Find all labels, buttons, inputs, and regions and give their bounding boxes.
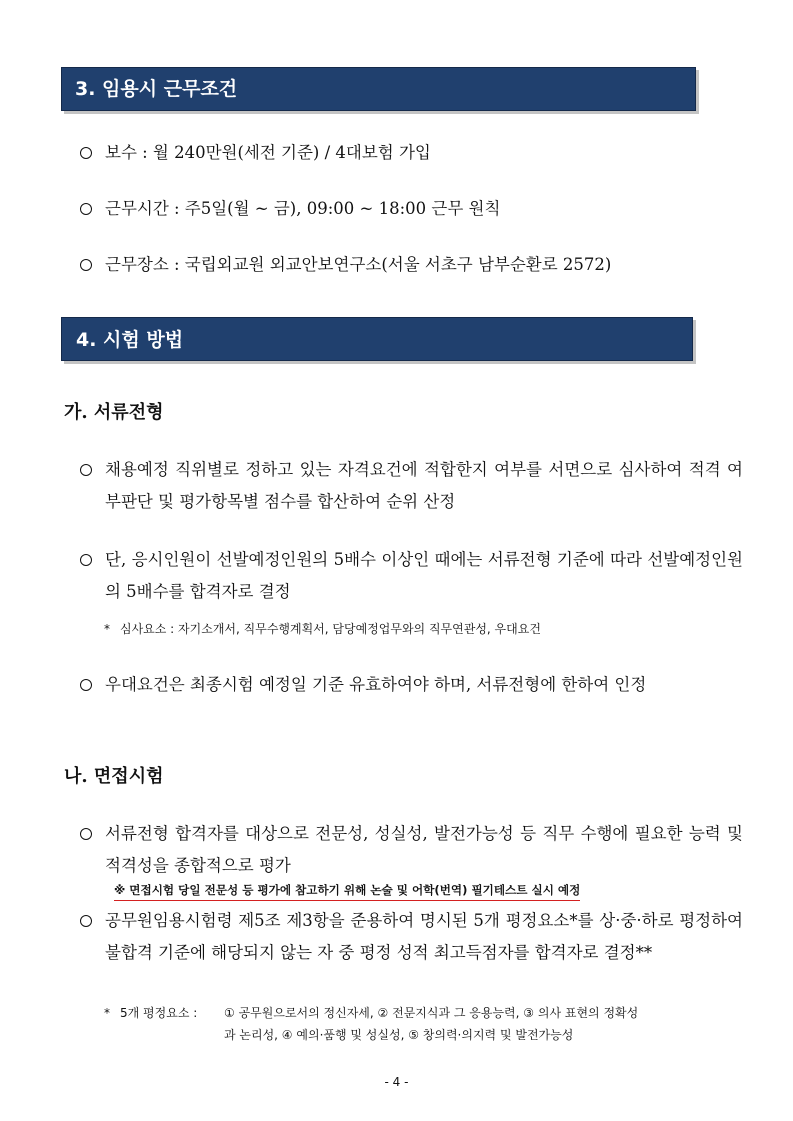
subsection-a-title: 가. 서류전형 xyxy=(64,402,164,423)
list-item xyxy=(80,193,743,225)
section-3-title-layer xyxy=(61,67,696,111)
asterisk-icon: * xyxy=(104,622,110,636)
item-text: 단, 응시인원이 선발예정인원의 5배수 이상인 때에는 서류전형 기준에 따라 선발예정인원의 5배수를 합격자로 결정 xyxy=(105,550,743,601)
asterisk-icon: * xyxy=(104,1006,110,1020)
section-3-title-text: 3. 임용시 근무조건 xyxy=(75,78,238,100)
hollow-circle-icon xyxy=(80,259,92,271)
hollow-circle-icon xyxy=(80,464,92,476)
page-number: - 4 - xyxy=(384,1075,409,1089)
note-line-2: 과 논리성, ④ 예의·품행 및 성실성, ⑤ 창의력·의지력 및 발전가능성 xyxy=(224,1028,574,1042)
item-text: 근무시간 : 주5일(월 ~ 금), 09:00 ~ 18:00 근무 원칙 xyxy=(105,199,501,218)
list-item xyxy=(80,905,743,969)
hollow-circle-icon xyxy=(80,147,92,159)
list-item xyxy=(80,454,743,518)
item-text: 서류전형 합격자를 대상으로 전문성, 성실성, 발전가능성 등 직무 수행에 필요한 능력 및 적격성을 종합적으로 평가 xyxy=(105,824,743,875)
item-text: 근무장소 : 국립외교원 외교안보연구소(서울 서초구 남부순환로 2572) xyxy=(105,255,612,274)
hollow-circle-icon xyxy=(80,679,92,691)
hollow-circle-icon xyxy=(80,203,92,215)
item-text: 보수 : 월 240만원(세전 기준) / 4대보험 가입 xyxy=(105,143,431,162)
note-label: 5개 평정요소 : xyxy=(120,1006,198,1020)
list-item xyxy=(80,544,743,608)
evaluation-note xyxy=(104,618,743,640)
list-item xyxy=(80,249,743,281)
item-text: 우대요건은 최종시험 예정일 기준 유효하여야 하며, 서류전형에 한하여 인정 xyxy=(105,675,647,694)
list-item xyxy=(80,818,743,882)
rating-elements-note xyxy=(104,1002,638,1046)
note-line-1: ① 공무원으로서의 정신자세, ② 전문지식과 그 응용능력, ③ 의사 표현의 정확성 xyxy=(224,1006,639,1020)
hollow-circle-icon xyxy=(80,915,92,927)
section-4-header xyxy=(61,317,693,361)
item-text: 공무원임용시험령 제5조 제3항을 준용하여 명시된 5개 평정요소*를 상·중·하로 평정하여 불합격 기준에 해당되지 않는 자 중 평정 성적 최고득점자를 합격자로 결정** xyxy=(105,911,743,962)
section-4-title: 4. 시험 방법 xyxy=(76,329,184,351)
hollow-circle-icon xyxy=(80,828,92,840)
item-text: 채용예정 직위별로 정하고 있는 자격요건에 적합한지 여부를 서면으로 심사하여 적격 여부판단 및 평가항목별 점수를 합산하여 순위 산정 xyxy=(105,460,743,511)
interview-test-notice: ※ 면접시험 당일 전문성 등 평가에 참고하기 위해 논술 및 어학(번역) 필기테스트 실시 예정 xyxy=(114,881,580,901)
subsection-b-title: 나. 면접시험 xyxy=(64,766,164,787)
list-item xyxy=(80,137,743,169)
note-text: 심사요소 : 자기소개서, 직무수행계획서, 담당예정업무와의 직무연관성, 우대요건 xyxy=(120,622,541,636)
list-item xyxy=(80,669,743,701)
hollow-circle-icon xyxy=(80,554,92,566)
